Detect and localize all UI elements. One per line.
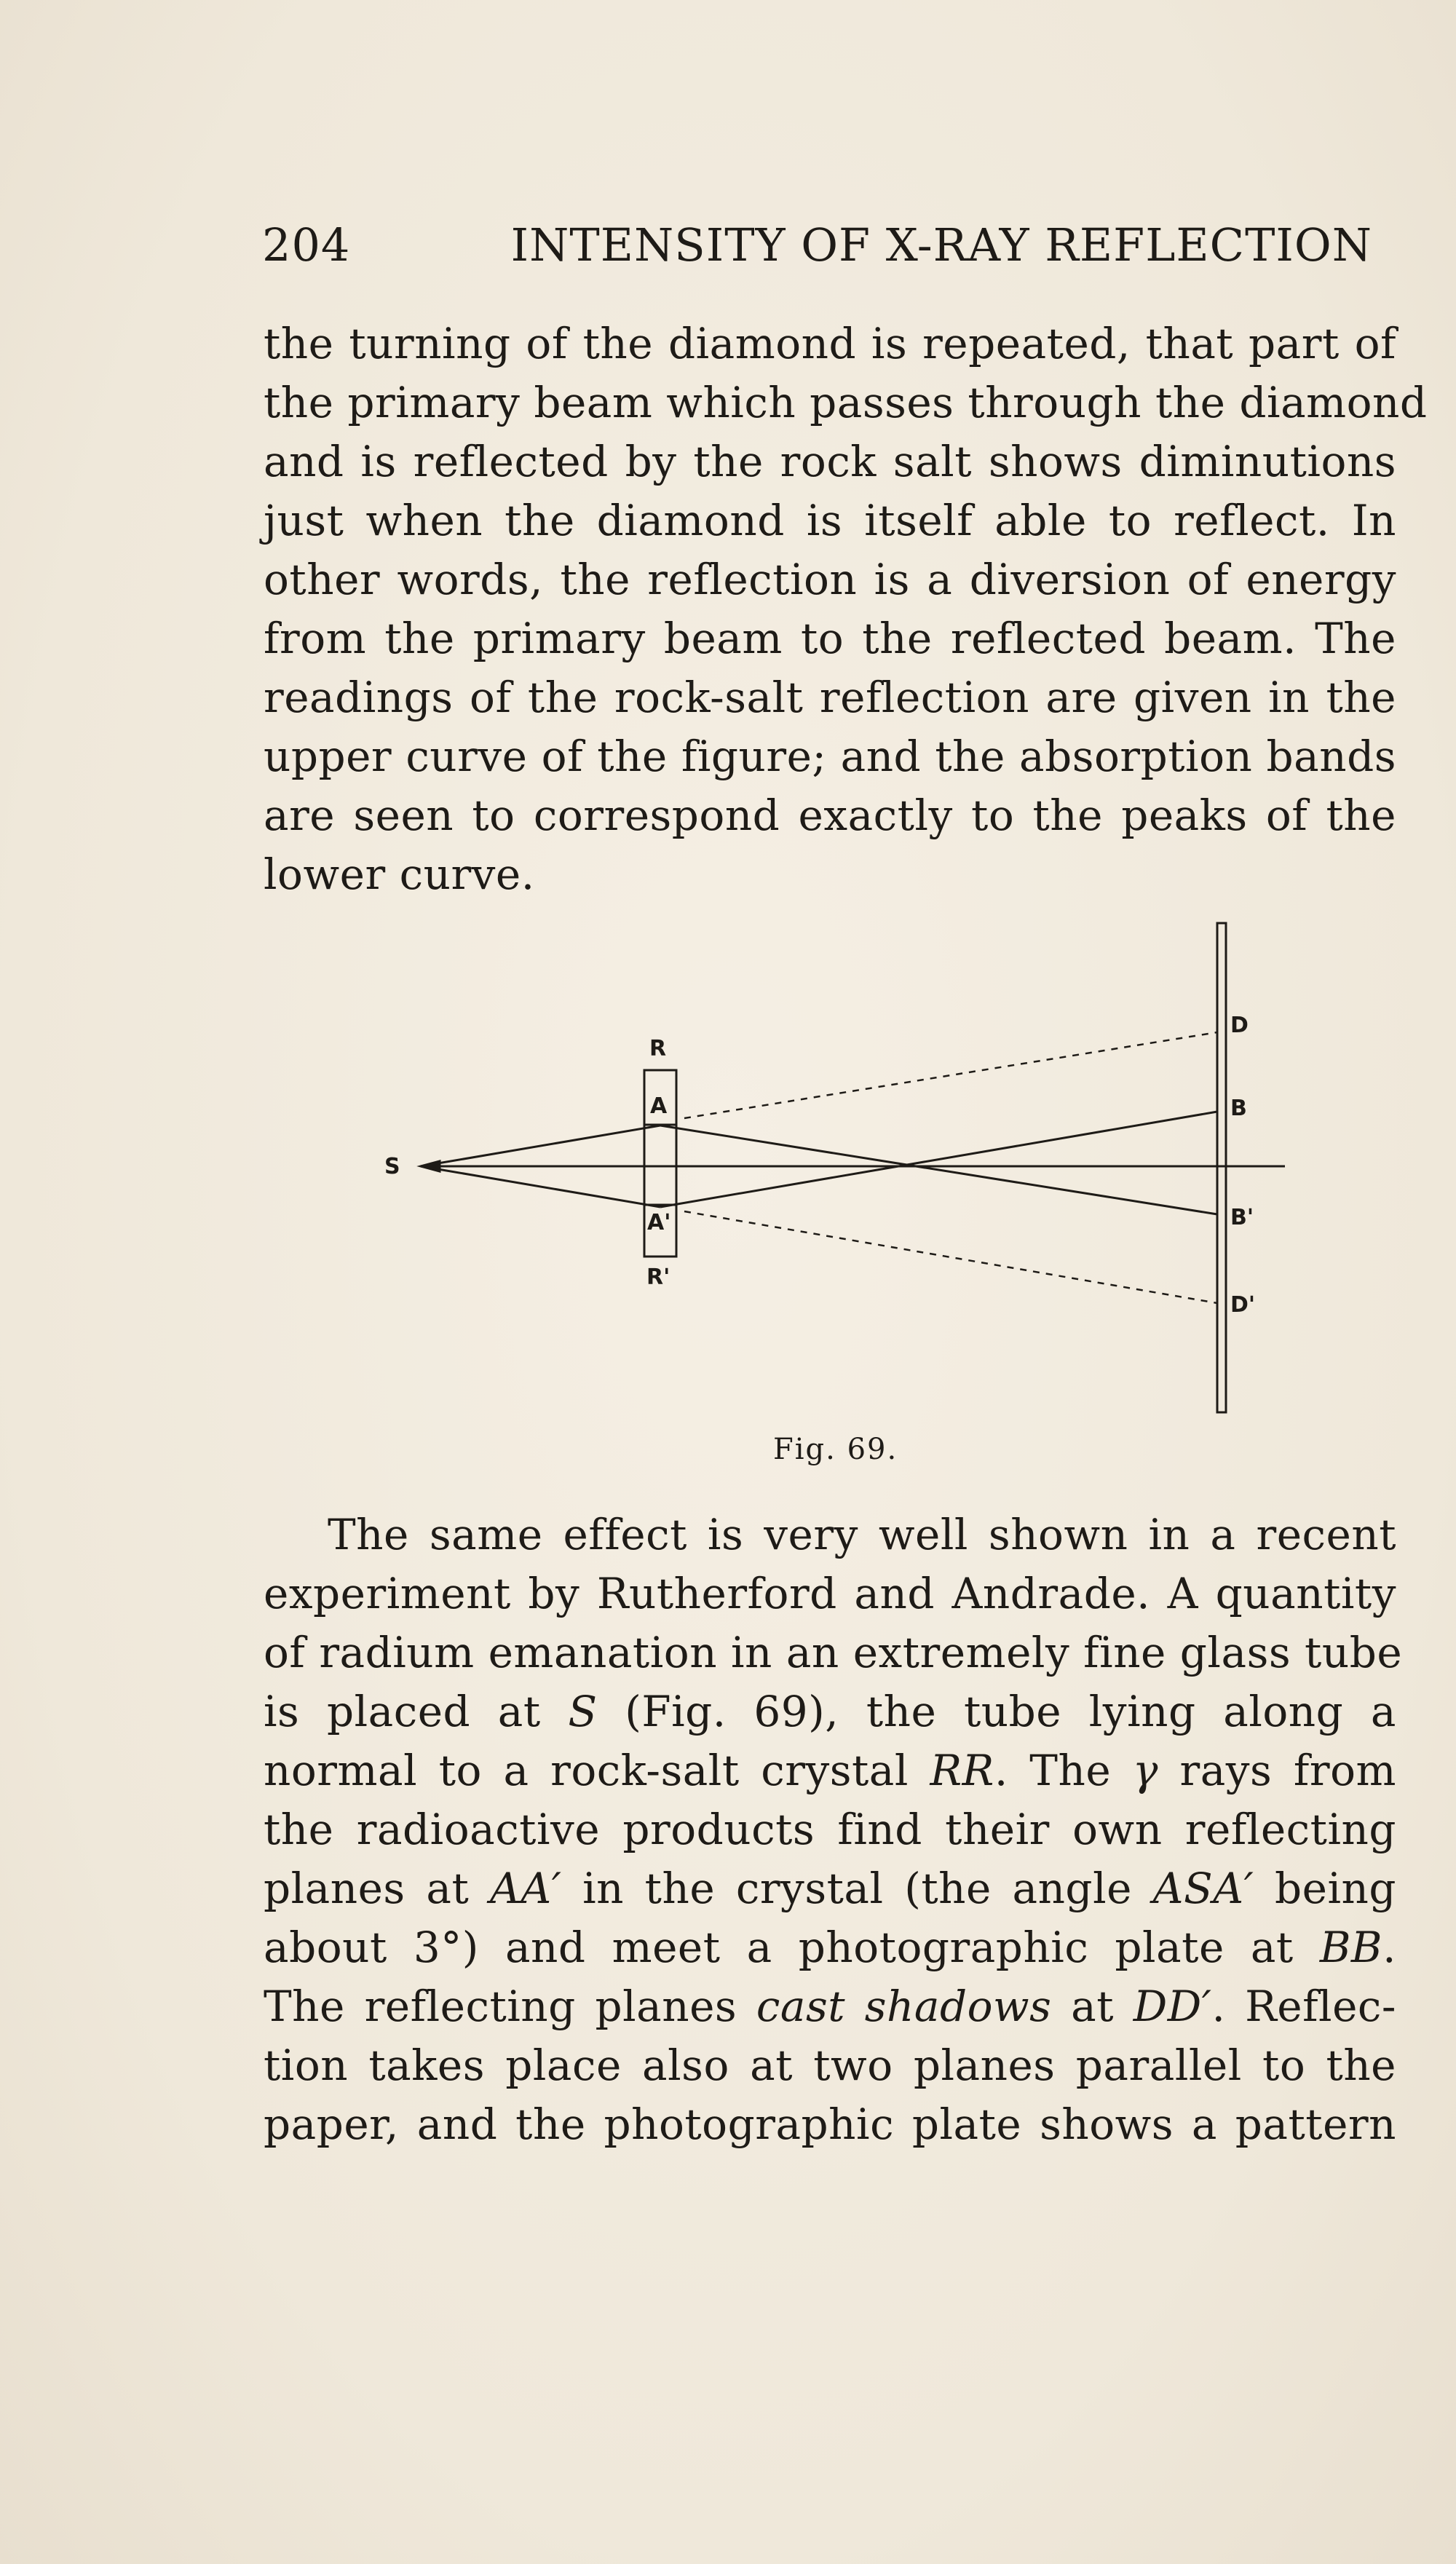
text-line: [264, 1918, 1396, 1977]
text-line: the radioactive products find their own reflecting: [264, 1805, 1396, 1854]
text-line: upper curve of the figure; and the absorption bands: [264, 732, 1396, 781]
label-d: D: [1230, 1013, 1249, 1038]
text-run: is placed at: [264, 1687, 569, 1736]
text-line: [264, 1977, 1396, 2036]
text-line: The same effect is very well shown in a recent: [328, 1510, 1396, 1559]
paragraph-bottom: [264, 1505, 1403, 2154]
figure-caption: Fig. 69.: [773, 1433, 898, 1466]
label-r: R: [649, 1036, 667, 1061]
label-d-prime: D': [1230, 1292, 1256, 1318]
text-line: lower curve.: [264, 850, 535, 899]
text-run: . The: [994, 1746, 1133, 1795]
text-line: and is reflected by the rock salt shows diminutions: [264, 437, 1396, 486]
text-run: planes at: [264, 1864, 490, 1913]
italic-symbol: S: [568, 1687, 598, 1736]
text-line: just when the diamond is itself able to reflect. In: [264, 496, 1396, 545]
page-number: 204: [262, 218, 351, 272]
italic-symbol: DD′: [1133, 1982, 1212, 2031]
italic-symbol: ASA′: [1152, 1864, 1254, 1913]
text-run: (Fig. 69), the tube lying along a: [597, 1687, 1397, 1736]
photographic-plate: [1217, 923, 1226, 1412]
text-line: readings of the rock-salt reflection are given in the: [264, 673, 1396, 722]
label-b: B: [1230, 1096, 1247, 1121]
text-line: [264, 1859, 1396, 1918]
italic-symbol: AA′: [489, 1864, 562, 1913]
text-run: rays from: [1158, 1746, 1396, 1795]
text-run: . Reflec-: [1211, 1982, 1397, 2031]
label-s: S: [384, 1154, 400, 1179]
incident-ray-upper: [421, 1125, 660, 1166]
text-line: the primary beam which passes through the diamond: [264, 378, 1428, 427]
text-line: paper, and the photographic plate shows a pattern: [264, 2100, 1396, 2149]
text-line: [264, 1682, 1396, 1741]
label-b-prime: B': [1230, 1205, 1254, 1230]
text-run: The reflecting planes: [264, 1982, 756, 2031]
shadow-line-upper: [684, 1032, 1217, 1118]
text-run: .: [1382, 1923, 1396, 1972]
text-run: in the crystal (the angle: [561, 1864, 1153, 1913]
text-line: tion takes place also at two planes parallel to the: [264, 2041, 1396, 2090]
shadow-line-lower: [684, 1211, 1217, 1303]
running-title: INTENSITY OF X-RAY REFLECTION: [510, 218, 1372, 272]
reflected-ray-to-b: [660, 1112, 1217, 1207]
text-line: from the primary beam to the reflected beam. The: [264, 614, 1396, 663]
text-run: being: [1254, 1864, 1396, 1913]
text-run: at: [1051, 1982, 1133, 2031]
label-a-prime: A': [647, 1210, 671, 1235]
italic-phrase: cast shadows: [756, 1982, 1052, 2031]
incident-ray-lower: [421, 1166, 660, 1207]
text-run: about 3°) and meet a photographic plate at: [264, 1923, 1320, 1972]
text-line: experiment by Rutherford and Andrade. A quantity: [264, 1569, 1396, 1618]
reflected-ray-to-b-prime: [660, 1125, 1217, 1214]
italic-symbol: RR: [930, 1746, 994, 1795]
italic-symbol: BB: [1319, 1923, 1383, 1972]
text-run: normal to a rock-salt crystal: [264, 1746, 930, 1795]
gamma-symbol: γ: [1132, 1746, 1158, 1795]
text-line: are seen to correspond exactly to the peaks of the: [264, 791, 1396, 840]
text-line: [264, 1741, 1396, 1800]
label-a: A: [650, 1093, 668, 1119]
text-line: of radium emanation in an extremely fine glass tube: [264, 1628, 1403, 1677]
label-r-prime: R': [646, 1265, 670, 1290]
text-line: other words, the reflection is a diversion of energy: [264, 555, 1396, 604]
text-line: the turning of the diamond is repeated, that part of: [264, 319, 1396, 368]
